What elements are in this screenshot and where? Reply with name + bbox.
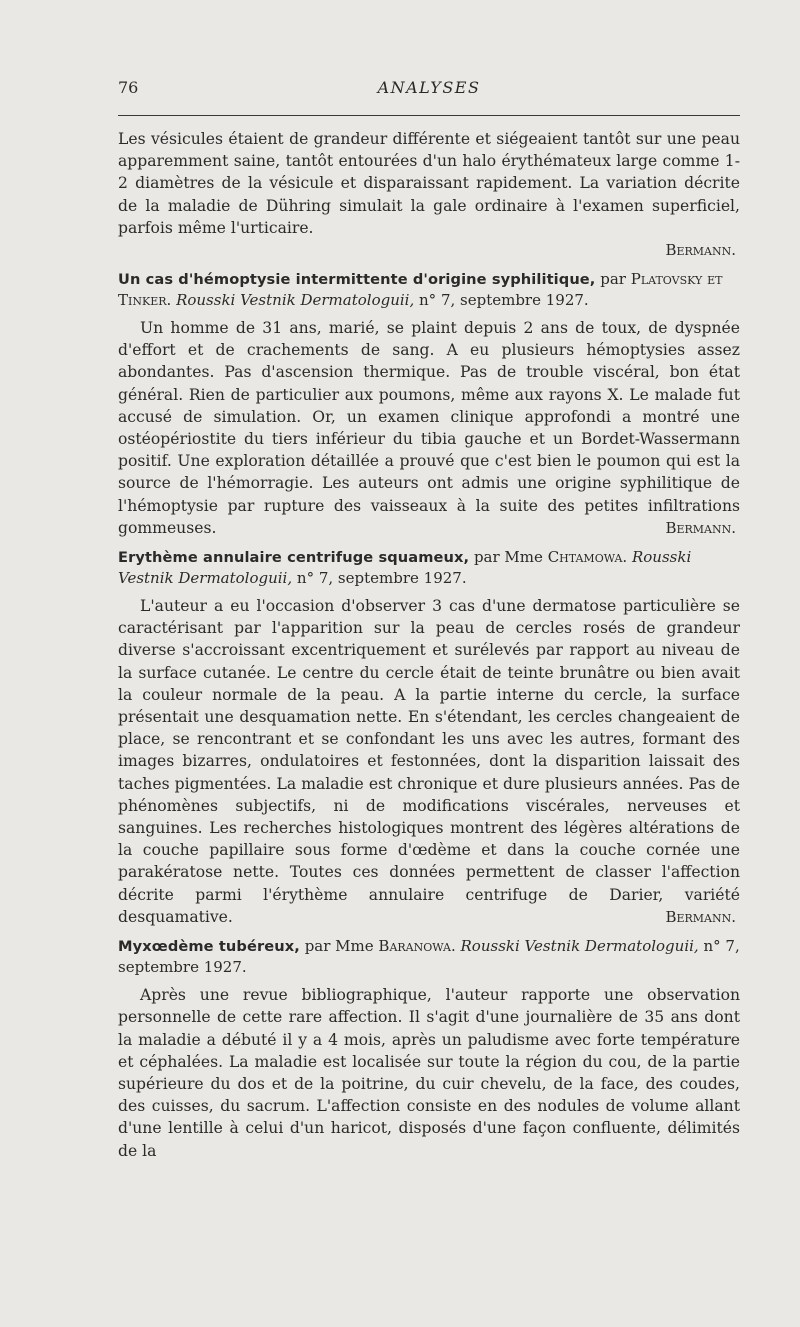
article-body xyxy=(118,595,740,928)
article-heading xyxy=(118,936,740,978)
article-journal: Rousski Vestnik Dermatologuii, xyxy=(460,937,699,956)
article-authors: Chtamowa. xyxy=(547,548,628,567)
article-body xyxy=(118,317,740,539)
article-journal: Rousski Vestnik Dermatologuii, xyxy=(118,548,692,588)
reviewer-signature: Bermann. xyxy=(665,241,736,260)
header-rule xyxy=(118,115,740,116)
article-authors: Baranowa. xyxy=(378,937,456,956)
article-body: Après une revue bibliographique, l'auteur rapporte une observation personnelle de cette rare affection. Il s'agit d'une journalière de 35 ans dont la maladie a débuté il y a 4 mois, après un paludisme avec forte température et céphalées. La maladie est localisée sur toute la région du cou, de la partie supérieure du dos et de la poitrine, du cuir chevelu, de la face, des coudes, des cuisses, du sacrum. L'affection consiste en des nodules de volume allant d'une lentille à celui d'un haricot, disposés d'une façon confluente, délimités de la xyxy=(118,986,740,1160)
article-authors: Platovsky et Tinker. xyxy=(118,270,723,310)
article-heading xyxy=(118,547,740,589)
reviewer-signature: Bermann. xyxy=(665,518,736,537)
article-issue: n° 7, septembre 1927. xyxy=(118,937,740,977)
article-body-text: Un homme de 31 ans, marié, se plaint depuis 2 ans de toux, de dyspnée d'effort et de crachements de sang. A eu plusieurs hémoptysies assez abondantes. Pas d'ascension thermique. Pas de trouble viscéral, bon état général. Rien de particulier aux poumons, même aux rayons X. Le malade fut accusé de simulation. Or, un examen clinique approfondi a montré une ostéopériostite du tiers inférieur du tibia gauche et un Bordet-Wassermann positif. Une exploration détaillée a prouvé que c'est bien le poumon qui est la source de l'hémorragie. Les auteurs ont admis une origine syphilitique de l'hémoptysie par rupture des vaisseaux à la suite des petites infiltrations gommeuses. xyxy=(118,319,740,537)
article-title: Myxœdème tubéreux, xyxy=(118,938,300,956)
article-issue: n° 7, septembre 1927. xyxy=(296,569,467,588)
article-by: par Mme xyxy=(473,548,543,567)
article-body-text: L'auteur a eu l'occasion d'observer 3 cas d'une dermatose particulière se caractérisant par l'apparition sur la peau de cercles rosés de grandeur diverse s'accroissant excentriquement et surélevés par rapport au niveau de la surface cutanée. Le centre du cercle était de teinte brunâtre ou bien avait la couleur normale de la peau. A la partie interne du cercle, la surface présentait une desquamation nette. En s'étendant, les cercles changeaient de place, se rencontrant et se confondant les uns avec les autres, formant des images bizarres, ondulatoires et festonnées, dont la disparition laissait des taches pigmentées. La maladie est chronique et dure plusieurs années. Pas de phénomènes subjectifs, ni de modifications viscérales, nerveuses et sanguines. Les recherches histologiques montrent des légères altérations de la couche papillaire sous forme d'œdème et dans la couche cornée une parakératose nette. Toutes ces données permettent de classer l'affection décrite parmi l'érythème annulaire centrifuge de Darier, variété desquamative. xyxy=(118,597,740,926)
continuation-paragraph: Les vésicules étaient de grandeur différente et siégeaient tantôt sur une peau apparemment saine, tantôt entourées d'un halo érythémateux large comme 1-2 diamètres de la vésicule et disparaissant rapidement. La variation décrite de la maladie de Dühring simulait la gale ordinaire à l'examen superficiel, parfois même l'urticaire. xyxy=(118,130,740,237)
article-by: par Mme xyxy=(304,937,374,956)
page-content xyxy=(118,128,740,1162)
article-heading xyxy=(118,269,740,311)
page-header xyxy=(118,78,740,100)
article-title: Erythème annulaire centrifuge squameux, xyxy=(118,549,470,567)
article-issue: n° 7, septembre 1927. xyxy=(419,291,589,310)
reviewer-signature: Bermann. xyxy=(665,907,736,926)
article-journal: Rousski Vestnik Dermatologuii, xyxy=(176,291,415,310)
page-number: 76 xyxy=(118,78,139,97)
article-title: Un cas d'hémoptysie intermittente d'origine syphilitique, xyxy=(118,271,596,289)
running-title: ANALYSES xyxy=(377,78,481,97)
article-by: par xyxy=(600,270,626,289)
